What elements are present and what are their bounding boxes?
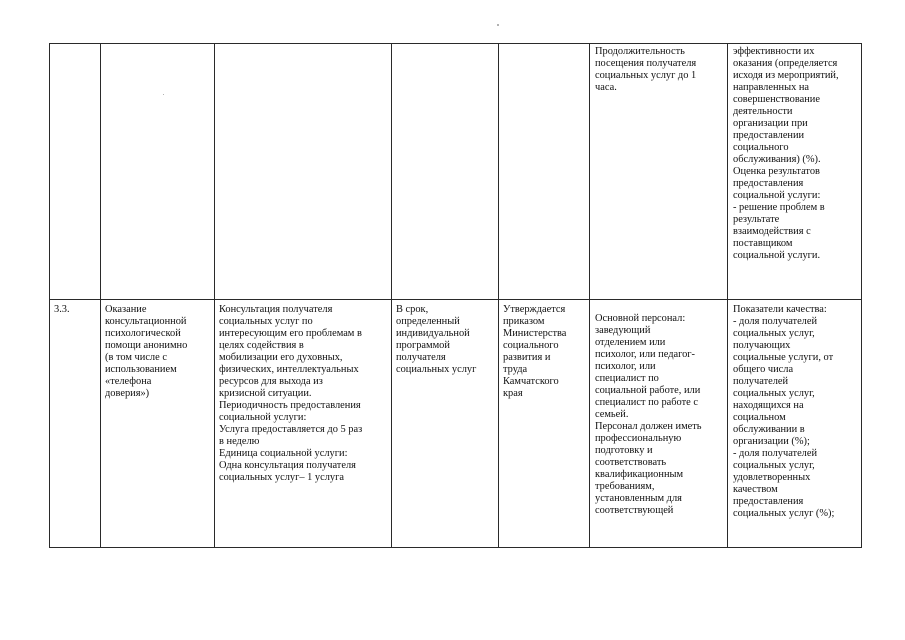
cell-text-line: доверия») xyxy=(105,388,150,399)
cell-text-line: помощи анонимно xyxy=(105,340,188,351)
cell-text-line: часа. xyxy=(595,82,617,93)
cell-text-line: Одна консультация получателя xyxy=(219,460,356,471)
cell-text-line: мобилизации его духовных, xyxy=(219,352,343,363)
cell-text-line: предоставлении xyxy=(733,130,805,141)
cell-service-conditions xyxy=(595,313,722,517)
cell-text-line: социального xyxy=(503,340,559,351)
cell-text-line: Оказание xyxy=(105,304,147,315)
cell-text-line: социальных услуг (%); xyxy=(733,508,835,519)
row-number: 3.3. xyxy=(54,304,70,315)
table-rule xyxy=(861,43,862,548)
cell-text-line: консультационной xyxy=(105,316,187,327)
cell-text-line: предоставления xyxy=(733,178,804,189)
cell-text-line: подготовку и xyxy=(595,445,653,456)
cell-text-line: индивидуальной xyxy=(396,328,470,339)
cell-text-line: оказания (определяется xyxy=(733,58,838,69)
cell-text-line: социальных услуг xyxy=(396,364,477,375)
cell-text-line: Основной персонал: xyxy=(595,313,686,324)
cell-text-line: получателей xyxy=(733,376,789,387)
cell-text-line: труда xyxy=(503,364,528,375)
cell-duration xyxy=(595,46,722,94)
cell-text-line: исходя из мероприятий, xyxy=(733,70,839,81)
cell-text-line: Оценка результатов xyxy=(733,166,820,177)
cell-text-line: социальных услуг, xyxy=(733,460,815,471)
cell-text-line: социальных услуг до 1 xyxy=(595,70,697,81)
cell-text-line: семьей. xyxy=(595,409,629,420)
cell-quality-indicators xyxy=(733,304,859,520)
cell-text-line: взаимодействия с xyxy=(733,226,811,237)
cell-text-line: получателя xyxy=(396,352,446,363)
cell-text-line: «телефона xyxy=(105,376,152,387)
scan-speck xyxy=(163,94,164,95)
cell-text-line: Периодичность предоставления xyxy=(219,400,361,411)
cell-text-line: предоставления xyxy=(733,496,804,507)
cell-text-line: квалификационным xyxy=(595,469,684,480)
table-rule xyxy=(49,43,50,548)
cell-text-line: соответствующей xyxy=(595,505,674,516)
table-rule xyxy=(49,43,861,44)
cell-text-line: - доля получателей xyxy=(733,316,818,327)
cell-text-line: эффективности их xyxy=(733,46,815,57)
cell-text-line: социальных услуг по xyxy=(219,316,313,327)
cell-text-line: социальном xyxy=(733,412,786,423)
cell-text-line: - доля получателей xyxy=(733,448,818,459)
cell-text-line: социального xyxy=(733,142,789,153)
cell-text-line: находящихся на xyxy=(733,400,804,411)
table-rule xyxy=(100,43,101,548)
cell-text-line: обслуживании в xyxy=(733,424,805,435)
cell-row-number xyxy=(54,304,98,316)
cell-text-line: Консультация получателя xyxy=(219,304,333,315)
cell-text-line: приказом xyxy=(503,316,545,327)
cell-text-line: В срок, xyxy=(396,304,429,315)
table-rule xyxy=(589,43,590,548)
cell-text-line: специалист по xyxy=(595,373,659,384)
cell-service-tariff xyxy=(503,304,585,400)
cell-text-line: развития и xyxy=(503,352,551,363)
cell-text-line: Показатели качества: xyxy=(733,304,827,315)
cell-text-line: психолог, или педагог- xyxy=(595,349,696,360)
cell-text-line: Продолжительность xyxy=(595,46,685,57)
cell-text-line: результате xyxy=(733,214,780,225)
cell-text-line: социальной услуги. xyxy=(733,250,821,261)
scan-speck xyxy=(497,24,499,26)
cell-text-line: Персонал должен иметь xyxy=(595,421,702,432)
cell-service-term xyxy=(396,304,493,376)
cell-text-line: социальных услуг, xyxy=(733,328,815,339)
cell-text-line: социальных услуг– 1 услуга xyxy=(219,472,344,483)
cell-text-line: общего числа xyxy=(733,364,794,375)
cell-text-line: соответствовать xyxy=(595,457,667,468)
cell-text-line: получающих xyxy=(733,340,791,351)
cell-text-line: целях содействия в xyxy=(219,340,304,351)
cell-text-line: социальной услуги: xyxy=(733,190,821,201)
cell-service-description xyxy=(219,304,387,484)
cell-text-line: использованием xyxy=(105,364,177,375)
cell-text-line: качеством xyxy=(733,484,778,495)
cell-text-line: социальных услуг, xyxy=(733,388,815,399)
cell-text-line: социальной работе, или xyxy=(595,385,701,396)
cell-service-name xyxy=(105,304,212,400)
cell-text-line: заведующий xyxy=(595,325,651,336)
table-rule xyxy=(498,43,499,548)
cell-text-line: ресурсов для выхода из xyxy=(219,376,323,387)
cell-text-line: Камчатского xyxy=(503,376,559,387)
cell-text-line: физических, интеллектуальных xyxy=(219,364,359,375)
cell-text-line: Министерства xyxy=(503,328,567,339)
cell-text-line: деятельности xyxy=(733,106,793,117)
cell-text-line: организации (%); xyxy=(733,436,810,447)
cell-text-line: - решение проблем в xyxy=(733,202,825,213)
table-rule xyxy=(727,43,728,548)
table-rule xyxy=(391,43,392,548)
table-rule xyxy=(214,43,215,548)
cell-text-line: совершенствование xyxy=(733,94,820,105)
cell-text-line: края xyxy=(503,388,523,399)
cell-text-line: программой xyxy=(396,340,450,351)
cell-text-line: Утверждается xyxy=(503,304,566,315)
cell-text-line: психологической xyxy=(105,328,181,339)
cell-text-line: определенный xyxy=(396,316,460,327)
cell-text-line: организации при xyxy=(733,118,808,129)
cell-text-line: отделением или xyxy=(595,337,666,348)
cell-text-line: направленных на xyxy=(733,82,810,93)
cell-text-line: поставщиком xyxy=(733,238,793,249)
cell-text-line: (в том числе с xyxy=(105,352,167,363)
cell-text-line: профессиональную xyxy=(595,433,682,444)
cell-text-line: обслуживания) (%). xyxy=(733,154,821,165)
cell-text-line: требованиям, xyxy=(595,481,655,492)
cell-text-line: установленным для xyxy=(595,493,682,504)
cell-text-line: специалист по работе с xyxy=(595,397,698,408)
table-rule xyxy=(49,547,861,548)
cell-efficiency-assessment xyxy=(733,46,859,262)
cell-text-line: кризисной ситуации. xyxy=(219,388,312,399)
cell-text-line: удовлетворенных xyxy=(733,472,811,483)
cell-text-line: интересующим его проблемам в xyxy=(219,328,362,339)
cell-text-line: социальные услуги, от xyxy=(733,352,834,363)
table-rule xyxy=(49,299,861,300)
cell-text-line: в неделю xyxy=(219,436,260,447)
cell-text-line: Единица социальной услуги: xyxy=(219,448,348,459)
cell-text-line: социальной услуги: xyxy=(219,412,307,423)
cell-text-line: посещения получателя xyxy=(595,58,697,69)
cell-text-line: Услуга предоставляется до 5 раз xyxy=(219,424,363,435)
cell-text-line: психолог, или xyxy=(595,361,656,372)
